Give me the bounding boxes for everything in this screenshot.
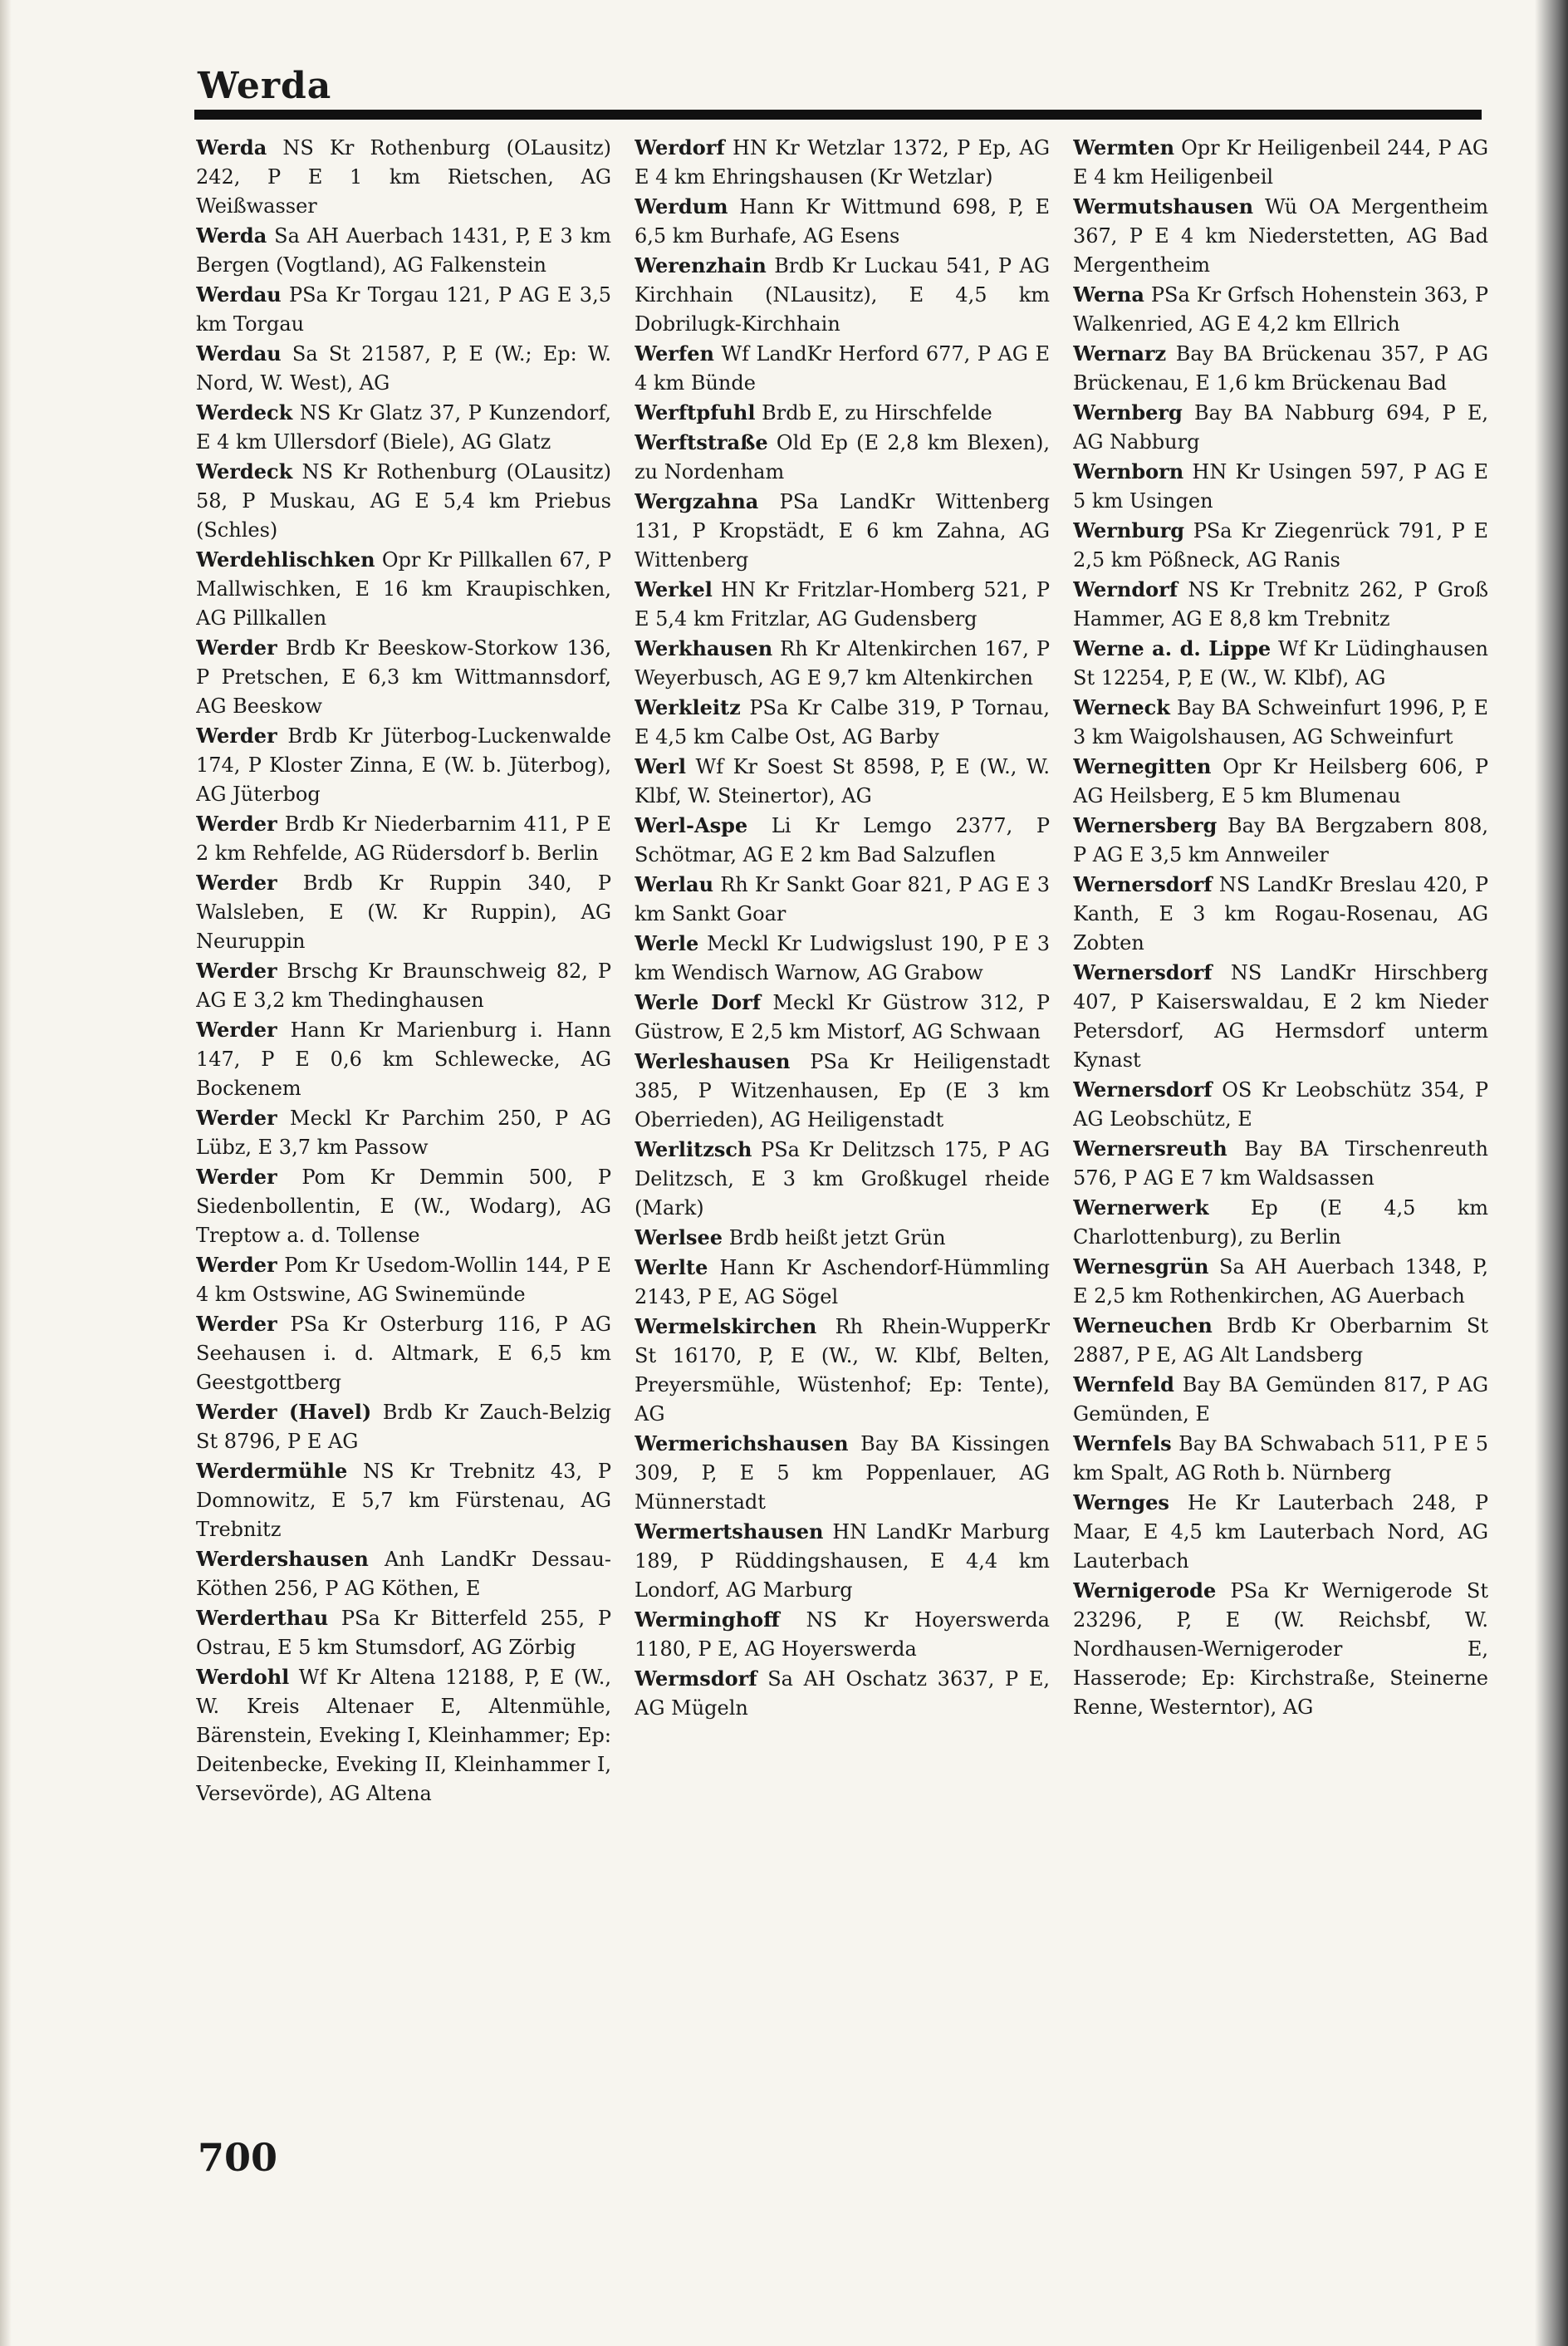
entry-headword: Wernersberg [1073, 813, 1218, 837]
entry-headword: Werenzhain [635, 253, 767, 277]
gazetteer-entry [196, 633, 611, 721]
entry-headword: Werder [196, 1253, 277, 1277]
entry-headword: Wernfels [1073, 1431, 1172, 1455]
gazetteer-entry [635, 575, 1050, 634]
gazetteer-entry [635, 1429, 1050, 1517]
entry-headword: Werda [196, 135, 267, 160]
entry-text: Hann Kr Wittmund 698, P, E 6,5 km Burhafe, AG Esens [635, 195, 1050, 248]
entry-text: Opr Kr Pillkallen 67, P Mallwischken, E 16 km Kraupischken, AG Pillkallen [196, 548, 611, 630]
gazetteer-entry [196, 221, 611, 280]
entry-headword: Wernesgrün [1073, 1254, 1209, 1279]
gazetteer-entry [1073, 575, 1488, 634]
entry-headword: Werder [196, 1312, 277, 1336]
entry-text: PSa LandKr Wittenberg 131, P Kropstädt, E 6 km Zahna, AG Wittenberg [635, 490, 1050, 572]
entry-headword: Werminghoff [635, 1607, 780, 1632]
entry-headword: Werder [196, 871, 277, 895]
entry-headword: Werle [635, 931, 699, 955]
gazetteer-entry [196, 1015, 611, 1103]
entry-headword: Wernborn [1073, 459, 1184, 483]
gazetteer-entry [196, 1456, 611, 1544]
gazetteer-entry [1073, 1075, 1488, 1134]
entry-headword: Werder [196, 1106, 277, 1130]
gazetteer-entry [635, 133, 1050, 192]
gazetteer-entry [196, 1162, 611, 1250]
entry-text: Bay BA Kissingen 309, P, E 5 km Poppenlauer, AG Münnerstadt [635, 1432, 1050, 1514]
gazetteer-entry [635, 693, 1050, 752]
gazetteer-entry [1073, 1311, 1488, 1370]
entry-headword: Werdorf [635, 135, 725, 160]
entry-headword: Werderthau [196, 1606, 329, 1630]
entry-text: PSa Kr Delitzsch 175, P AG Delitzsch, E 3 km Großkugel rheide (Mark) [635, 1138, 1050, 1220]
entry-headword: Werlsee [635, 1225, 723, 1249]
entry-headword: Werfen [635, 341, 714, 366]
gazetteer-entry [196, 721, 611, 809]
gazetteer-entry [635, 870, 1050, 929]
entry-headword: Werder [196, 959, 277, 983]
gazetteer-entry [196, 868, 611, 956]
entry-text: Sa AH Auerbach 1431, P, E 3 km Bergen (Vogtland), AG Falkenstein [196, 224, 611, 277]
entry-text: Meckl Kr Parchim 250, P AG Lübz, E 3,7 km Passow [196, 1107, 611, 1159]
entry-text: Opr Kr Heilsberg 606, P AG Heilsberg, E 5 km Blumenau [1073, 755, 1488, 807]
page-gutter-shadow [0, 0, 12, 2346]
gazetteer-entry [196, 1603, 611, 1662]
entry-text: PSa Kr Bitterfeld 255, P Ostrau, E 5 km Stumsdorf, AG Zörbig [196, 1607, 611, 1659]
header-rule [194, 110, 1482, 120]
gazetteer-entry [1073, 398, 1488, 457]
gazetteer-entry [635, 487, 1050, 575]
entry-headword: Wermelskirchen [635, 1314, 817, 1338]
gazetteer-entry [635, 1223, 1050, 1253]
entry-text: HN LandKr Marburg 189, P Rüddingshausen, E 4,4 km Londorf, AG Marburg [635, 1520, 1050, 1602]
entry-headword: Werna [1073, 282, 1144, 307]
gazetteer-entry [196, 1250, 611, 1309]
entry-text: Rh Rhein-WupperKr St 16170, P, E (W., W. Klbf, Belten, Preyersmühle, Wüstenhof; Ep: Tente), AG [635, 1315, 1050, 1426]
entry-text: Old Ep (E 2,8 km Blexen), zu Nordenham [635, 431, 1050, 483]
gazetteer-entry [635, 1664, 1050, 1723]
entry-headword: Werl [635, 754, 687, 778]
gazetteer-entry [196, 457, 611, 545]
gazetteer-entry [635, 1047, 1050, 1135]
gazetteer-entry [196, 545, 611, 633]
entry-headword: Werl-Aspe [635, 813, 748, 837]
entry-text: Sa AH Oschatz 3637, P E, AG Mügeln [635, 1667, 1050, 1720]
gazetteer-entry [635, 251, 1050, 339]
entry-text: Ep (E 4,5 km Charlottenburg), zu Berlin [1073, 1196, 1488, 1249]
entry-headword: Wermutshausen [1073, 194, 1254, 218]
entry-headword: Wernburg [1073, 518, 1185, 542]
entry-headword: Werdeck [196, 459, 293, 483]
column-2 [635, 133, 1050, 2168]
entry-headword: Werleshausen [635, 1049, 791, 1073]
gazetteer-entry [196, 280, 611, 339]
entry-text: Bay BA Schwabach 511, P E 5 km Spalt, AG Roth b. Nürnberg [1073, 1432, 1488, 1485]
gazetteer-entry [635, 192, 1050, 251]
entry-text: Brdb Kr Ruppin 340, P Walsleben, E (W. Kr Ruppin), AG Neuruppin [196, 871, 611, 953]
gazetteer-entry [1073, 1193, 1488, 1252]
entry-text: Rh Kr Altenkirchen 167, P Weyerbusch, AG E 9,7 km Altenkirchen [635, 637, 1050, 690]
entry-headword: Werder [196, 724, 277, 748]
entry-text: NS LandKr Breslau 420, P Kanth, E 3 km Rogau-Rosenau, AG Zobten [1073, 873, 1488, 955]
gazetteer-entry [196, 133, 611, 221]
entry-text: PSa Kr Wernigerode St 23296, P, E (W. Reichsbf, W. Nordhausen-Wernigeroder E, Hasserode; Ep: Kirchstraße, Steinerne Renne, Westerntor), AG [1073, 1579, 1488, 1719]
entry-text: Brdb E, zu Hirschfelde [762, 401, 992, 425]
gazetteer-entry [635, 988, 1050, 1047]
entry-text: Sa St 21587, P, E (W.; Ep: W. Nord, W. West), AG [196, 342, 611, 395]
entry-headword: Wernersreuth [1073, 1136, 1227, 1161]
page-edge-shadow [1535, 0, 1568, 2346]
gazetteer-entry [635, 339, 1050, 398]
entry-headword: Wernegitten [1073, 754, 1212, 778]
entry-text: Wf Kr Soest St 8598, P, E (W., W. Klbf, W. Steinertor), AG [635, 755, 1050, 807]
gazetteer-entry [635, 1517, 1050, 1605]
gazetteer-entry [1073, 958, 1488, 1075]
entry-text: Meckl Kr Güstrow 312, P Güstrow, E 2,5 km Mistorf, AG Schwaan [635, 991, 1050, 1043]
entry-headword: Wernarz [1073, 341, 1167, 366]
entry-text: NS Kr Glatz 37, P Kunzendorf, E 4 km Ullersdorf (Biele), AG Glatz [196, 401, 611, 454]
entry-headword: Wernersdorf [1073, 872, 1213, 896]
entry-headword: Wermsdorf [635, 1666, 757, 1691]
entry-headword: Werdau [196, 341, 282, 366]
entry-headword: Wernersdorf [1073, 960, 1213, 984]
entry-headword: Werlitzsch [635, 1137, 752, 1161]
entry-text: PSa Kr Calbe 319, P Tornau, E 4,5 km Calbe Ost, AG Barby [635, 696, 1050, 748]
entry-text: Sa AH Auerbach 1348, P, E 2,5 km Rothenkirchen, AG Auerbach [1073, 1255, 1488, 1308]
entry-text: Pom Kr Usedom-Wollin 144, P E 4 km Ostswine, AG Swinemünde [196, 1254, 611, 1306]
gazetteer-entry [1073, 693, 1488, 752]
page-number: 700 [198, 2135, 278, 2180]
entry-text: PSa Kr Ziegenrück 791, P E 2,5 km Pößneck, AG Ranis [1073, 519, 1488, 572]
gazetteer-entry [1073, 133, 1488, 192]
gazetteer-entry [635, 1605, 1050, 1664]
entry-text: Bay BA Gemünden 817, P AG Gemünden, E [1073, 1373, 1488, 1426]
gazetteer-entry [196, 1309, 611, 1397]
gazetteer-entry [1073, 1488, 1488, 1576]
entry-text: Hann Kr Aschendorf-Hümmling 2143, P E, AG Sögel [635, 1256, 1050, 1308]
entry-text: HN Kr Fritzlar-Homberg 521, P E 5,4 km Fritzlar, AG Gudensberg [635, 578, 1050, 631]
entry-text: He Kr Lauterbach 248, P Maar, E 4,5 km Lauterbach Nord, AG Lauterbach [1073, 1491, 1488, 1573]
entry-text: Bay BA Tirschenreuth 576, P AG E 7 km Waldsassen [1073, 1137, 1488, 1190]
entry-text: Wf Kr Lüdinghausen St 12254, P, E (W., W. Klbf), AG [1073, 637, 1488, 690]
entry-headword: Werdershausen [196, 1547, 369, 1571]
gazetteer-entry [196, 956, 611, 1015]
entry-text: Hann Kr Marienburg i. Hann 147, P E 0,6 km Schlewecke, AG Bockenem [196, 1018, 611, 1100]
entry-text: OS Kr Leobschütz 354, P AG Leobschütz, E [1073, 1078, 1488, 1131]
entry-text: Pom Kr Demmin 500, P Siedenbollentin, E (W., Wodarg), AG Treptow a. d. Tollense [196, 1166, 611, 1247]
entry-headword: Wernerwerk [1073, 1195, 1209, 1220]
gazetteer-entry [1073, 280, 1488, 339]
entry-text: Meckl Kr Ludwigslust 190, P E 3 km Wendisch Warnow, AG Grabow [635, 932, 1050, 984]
gazetteer-entry [1073, 870, 1488, 958]
gazetteer-entry [196, 1103, 611, 1162]
gazetteer-entry [635, 811, 1050, 870]
entry-headword: Werder [196, 812, 277, 836]
entry-text: NS Kr Trebnitz 43, P Domnowitz, E 5,7 km Fürstenau, AG Trebnitz [196, 1460, 611, 1541]
entry-headword: Wernberg [1073, 400, 1183, 425]
entry-text: Anh LandKr Dessau-Köthen 256, P AG Köthen, E [196, 1548, 611, 1600]
entry-headword: Werlte [635, 1255, 708, 1279]
entry-headword: Wernfeld [1073, 1372, 1174, 1396]
entry-text: Brschg Kr Braunschweig 82, P AG E 3,2 km Thedinghausen [196, 960, 611, 1012]
entry-headword: Wermten [1073, 135, 1175, 160]
entry-text: Brdb Kr Oberbarnim St 2887, P E, AG Alt Landsberg [1073, 1314, 1488, 1367]
entry-text: NS Kr Rothenburg (OLausitz) 58, P Muskau, AG E 5,4 km Priebus (Schles) [196, 460, 611, 542]
entry-headword: Werder [196, 1165, 277, 1189]
gazetteer-entry [196, 1544, 611, 1603]
entry-text: Brdb Kr Luckau 541, P AG Kirchhain (NLausitz), E 4,5 km Dobrilugk-Kirchhain [635, 254, 1050, 336]
entry-text: Wü OA Mergentheim 367, P E 4 km Niederstetten, AG Bad Mergentheim [1073, 195, 1488, 277]
entry-headword: Werdum [635, 194, 728, 218]
entry-headword: Werkleitz [635, 695, 741, 719]
gazetteer-entry [1073, 339, 1488, 398]
entry-headword: Werle Dorf [635, 990, 762, 1014]
gazetteer-entry [1073, 752, 1488, 811]
entry-headword: Werftstraße [635, 430, 768, 454]
gazetteer-entry [1073, 1252, 1488, 1311]
entry-headword: Werneuchen [1073, 1313, 1213, 1337]
entry-text: PSa Kr Grfsch Hohenstein 363, P Walkenried, AG E 4,2 km Ellrich [1073, 283, 1488, 336]
entry-headword: Werneck [1073, 695, 1170, 719]
entry-headword: Wernges [1073, 1490, 1169, 1514]
entry-headword: Werne a. d. Lippe [1073, 636, 1272, 660]
entry-headword: Wernigerode [1073, 1578, 1217, 1602]
entry-headword: Werftpfuhl [635, 400, 756, 425]
gazetteer-columns [196, 133, 1492, 2168]
entry-text: Brdb Kr Niederbarnim 411, P E 2 km Rehfelde, AG Rüdersdorf b. Berlin [196, 812, 611, 865]
gazetteer-entry [196, 398, 611, 457]
entry-headword: Werder [196, 1018, 277, 1042]
gazetteer-entry [635, 634, 1050, 693]
entry-headword: Wermerichshausen [635, 1431, 849, 1455]
entry-headword: Werkhausen [635, 636, 773, 660]
gazetteer-entry [635, 398, 1050, 428]
gazetteer-entry [1073, 516, 1488, 575]
entry-text: Bay BA Nabburg 694, P E, AG Nabburg [1073, 401, 1488, 454]
gazetteer-entry [196, 809, 611, 868]
gazetteer-entry [1073, 1370, 1488, 1429]
entry-headword: Werda [196, 223, 267, 248]
entry-headword: Werkel [635, 577, 713, 601]
entry-text: Opr Kr Heiligenbeil 244, P AG E 4 km Heiligenbeil [1073, 136, 1488, 189]
gazetteer-entry [635, 1312, 1050, 1429]
entry-headword: Wernersdorf [1073, 1077, 1213, 1102]
gazetteer-entry [635, 752, 1050, 811]
entry-headword: Werdehlischken [196, 547, 375, 572]
running-head: Werda [198, 65, 332, 107]
gazetteer-entry [196, 1662, 611, 1809]
column-3 [1073, 133, 1488, 2168]
entry-text: PSa Kr Torgau 121, P AG E 3,5 km Torgau [196, 283, 611, 336]
entry-text: Bay BA Brückenau 357, P AG Brückenau, E 1,6 km Brückenau Bad [1073, 342, 1488, 395]
entry-text: Brdb Kr Jüterbog-Luckenwalde 174, P Kloster Zinna, E (W. b. Jüterbog), AG Jüterbog [196, 724, 611, 806]
entry-text: NS Kr Hoyerswerda 1180, P E, AG Hoyerswerda [635, 1608, 1050, 1661]
gazetteer-entry [1073, 811, 1488, 870]
entry-text: Bay BA Schweinfurt 1996, P, E 3 km Waigolshausen, AG Schweinfurt [1073, 696, 1488, 748]
gazetteer-entry [635, 1253, 1050, 1312]
gazetteer-entry [635, 929, 1050, 988]
entry-text: Li Kr Lemgo 2377, P Schötmar, AG E 2 km Bad Salzuflen [635, 814, 1050, 866]
gazetteer-entry [196, 1397, 611, 1456]
gazetteer-entry [1073, 1576, 1488, 1722]
entry-headword: Werdau [196, 282, 282, 307]
entry-text: PSa Kr Osterburg 116, P AG Seehausen i. d. Altmark, E 6,5 km Geestgottberg [196, 1313, 611, 1394]
entry-headword: Werndorf [1073, 577, 1178, 601]
entry-headword: Werdermühle [196, 1459, 348, 1483]
entry-headword: Wergzahna [635, 489, 759, 513]
entry-headword: Werder [196, 636, 277, 660]
entry-text: Brdb heißt jetzt Grün [728, 1226, 946, 1249]
entry-text: PSa Kr Heiligenstadt 385, P Witzenhausen, Ep (E 3 km Oberrieden), AG Heiligenstadt [635, 1050, 1050, 1131]
gazetteer-entry [196, 339, 611, 398]
entry-text: Wf LandKr Herford 677, P AG E 4 km Bünde [635, 342, 1050, 395]
entry-headword: Wermertshausen [635, 1519, 824, 1544]
entry-text: NS LandKr Hirschberg 407, P Kaiserswaldau, E 2 km Nieder Petersdorf, AG Hermsdorf unterm Kynast [1073, 961, 1488, 1072]
entry-text: Brdb Kr Beeskow-Storkow 136, P Pretschen, E 6,3 km Wittmannsdorf, AG Beeskow [196, 636, 611, 718]
gazetteer-entry [1073, 192, 1488, 280]
entry-text: HN Kr Usingen 597, P AG E 5 km Usingen [1073, 460, 1488, 513]
entry-text: Wf Kr Altena 12188, P, E (W., W. Kreis Altenaer E, Altenmühle, Bärenstein, Eveking I, Kleinhammer; Ep: Deitenbecke, Eveking II, Kleinhammer I, Versevörde), AG Altena [196, 1666, 611, 1805]
gazetteer-entry [1073, 457, 1488, 516]
column-1 [196, 133, 611, 2168]
entry-text: NS Kr Rothenburg (OLausitz) 242, P E 1 km Rietschen, AG Weißwasser [196, 136, 611, 218]
entry-text: NS Kr Trebnitz 262, P Groß Hammer, AG E 8,8 km Trebnitz [1073, 578, 1488, 631]
gazetteer-entry [1073, 1134, 1488, 1193]
gazetteer-entry [635, 428, 1050, 487]
gazetteer-entry [1073, 634, 1488, 693]
entry-text: Bay BA Bergzabern 808, P AG E 3,5 km Annweiler [1073, 814, 1488, 866]
gazetteer-entry [635, 1135, 1050, 1223]
gazetteer-entry [1073, 1429, 1488, 1488]
entry-headword: Werder (Havel) [196, 1400, 372, 1424]
entry-text: Rh Kr Sankt Goar 821, P AG E 3 km Sankt Goar [635, 873, 1050, 925]
entry-headword: Werlau [635, 872, 714, 896]
entry-headword: Werdohl [196, 1665, 290, 1689]
entry-text: Brdb Kr Zauch-Belzig St 8796, P E AG [196, 1401, 611, 1453]
entry-text: HN Kr Wetzlar 1372, P Ep, AG E 4 km Ehringshausen (Kr Wetzlar) [635, 136, 1050, 189]
entry-headword: Werdeck [196, 400, 293, 425]
